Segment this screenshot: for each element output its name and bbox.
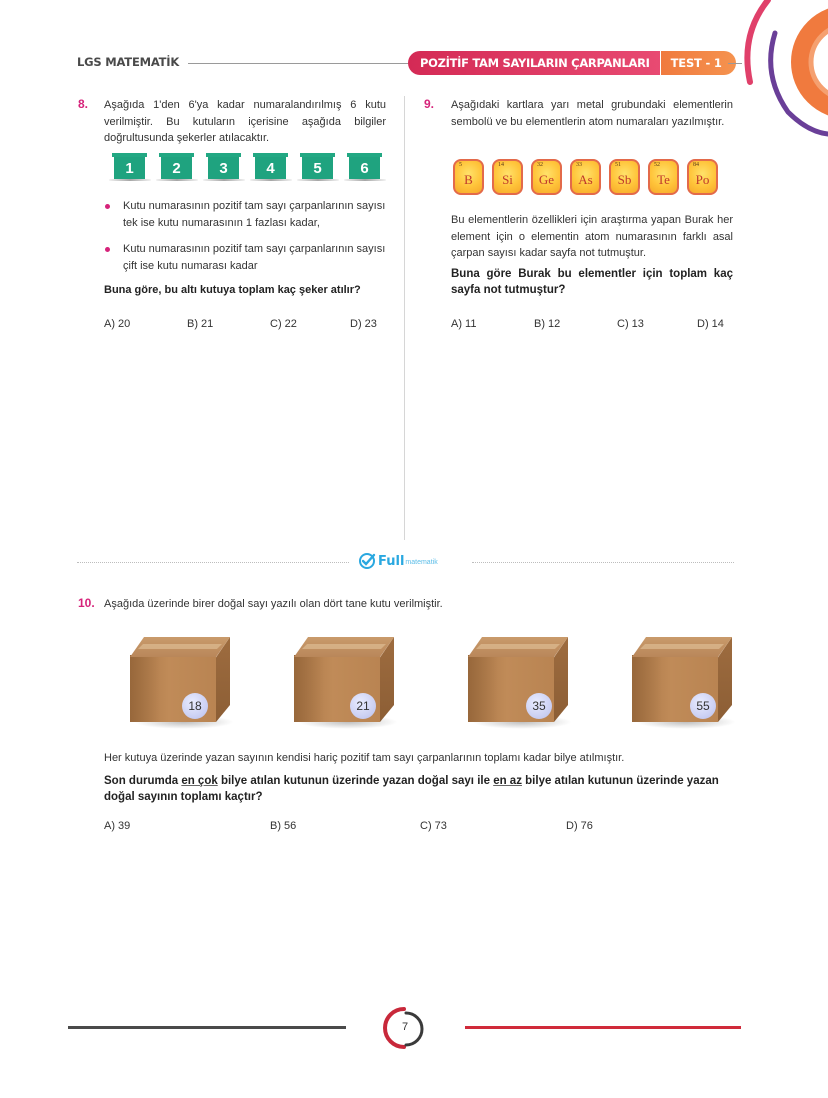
q8-rules <box>104 198 389 299</box>
topic-label: POZİTİF TAM SAYILARIN ÇARPANLARI <box>408 51 660 75</box>
logo-light-text: matematik <box>405 559 438 566</box>
question-number-9: 9. <box>424 97 435 111</box>
numbered-box: 4 <box>250 153 297 184</box>
q9-element-cards <box>453 159 718 195</box>
q9-body <box>451 212 733 299</box>
q9-options <box>451 316 733 332</box>
footer-rule-right <box>465 1026 741 1029</box>
q8-numbered-boxes <box>109 153 391 184</box>
numbered-box: 6 <box>344 153 391 184</box>
q10-option-a[interactable]: A) 39 <box>104 820 131 832</box>
q10-body <box>104 750 736 806</box>
q10-option-c[interactable]: C) 73 <box>420 820 447 832</box>
q9-option-d[interactable]: D) 14 <box>697 318 724 330</box>
q10-option-d[interactable]: D) 76 <box>566 820 593 832</box>
footer-rule-left <box>68 1026 346 1029</box>
element-card: 33 As <box>570 159 601 195</box>
section-separator-left <box>77 562 349 563</box>
q9-question: Buna göre Burak bu elementler için toplam kaç sayfa not tutmuştur? <box>451 267 733 296</box>
underline-least: en az <box>493 774 522 787</box>
element-card: 32 Ge <box>531 159 562 195</box>
page-number: 7 <box>401 1021 409 1033</box>
decorative-arcs-icon <box>728 0 828 140</box>
q10-description: Her kutuya üzerinde yazan sayının kendisi hariç pozitif tam sayı çarpanlarının toplamı kadar bilye atılmıştır. <box>104 752 625 764</box>
cardboard-box <box>294 637 404 737</box>
cardboard-box <box>468 637 578 737</box>
q9-intro: Aşağıdaki kartlara yarı metal grubundaki elementlerin sembolü ve bu elementlerin atom numaraları yazılmıştır. <box>451 99 733 128</box>
q10-option-b[interactable]: B) 56 <box>270 820 297 832</box>
q8-option-d[interactable]: D) 23 <box>350 318 377 330</box>
q9-option-c[interactable]: C) 13 <box>617 318 644 330</box>
check-circle-icon <box>358 552 376 570</box>
element-card: 5 B <box>453 159 484 195</box>
q8-options <box>104 316 389 332</box>
q8-rule-even: Kutu numarasının pozitif tam sayı çarpanlarının sayısı çift ise kutu numarası kadar <box>104 241 389 274</box>
question-9 <box>451 97 733 130</box>
q10-intro: Aşağıda üzerinde birer doğal sayı yazılı olan dört tane kutu verilmiştir. <box>104 598 443 610</box>
element-card: 52 Te <box>648 159 679 195</box>
box-number-label: 55 <box>690 693 716 719</box>
numbered-box: 2 <box>156 153 203 184</box>
test-label: TEST - 1 <box>660 51 736 75</box>
q8-rule-odd: Kutu numarasının pozitif tam sayı çarpanlarının sayısı tek ise kutu numarasının 1 fazlası kadar, <box>104 198 389 231</box>
brand-logo <box>358 552 438 570</box>
q9-option-a[interactable]: A) 11 <box>451 318 477 330</box>
q10-options <box>104 818 724 834</box>
q8-option-b[interactable]: B) 21 <box>187 318 214 330</box>
q8-question: Buna göre, bu altı kutuya toplam kaç şeker atılır? <box>104 284 361 296</box>
q8-option-c[interactable]: C) 22 <box>270 318 297 330</box>
question-8 <box>104 97 386 147</box>
box-number-label: 35 <box>526 693 552 719</box>
q9-description: Bu elementlerin özellikleri için araştırma yapan Burak her element için o elementin atom numarasının farklı asal çarpan sayısı kadar sayfa not tutmuştur. <box>451 214 733 259</box>
subject-title: LGS MATEMATİK <box>77 55 180 69</box>
question-number-8: 8. <box>78 97 89 111</box>
header-rule <box>188 63 410 64</box>
logo-bold-text: Full <box>378 553 405 569</box>
q10-question: Son durumda en çok bilye atılan kutunun üzerinde yazan doğal sayı ile en az bilye atılan kutunun üzerinde yazan doğal sayının toplamı kaçtır? <box>104 774 719 803</box>
numbered-box: 3 <box>203 153 250 184</box>
numbered-box: 1 <box>109 153 156 184</box>
cardboard-box <box>632 637 742 737</box>
element-card: 84 Po <box>687 159 718 195</box>
q8-option-a[interactable]: A) 20 <box>104 318 131 330</box>
topic-banner <box>408 51 736 75</box>
element-card: 14 Si <box>492 159 523 195</box>
page-number-badge <box>380 1005 430 1051</box>
element-card: 51 Sb <box>609 159 640 195</box>
box-number-label: 18 <box>182 693 208 719</box>
cardboard-box <box>130 637 240 737</box>
q8-intro: Aşağıda 1'den 6'ya kadar numaralandırılmış 6 kutu verilmiştir. Bu kutuların içerisine aşağıda bilgiler doğrultusunda şekerler atılacaktır. <box>104 99 386 144</box>
section-separator-right <box>472 562 734 563</box>
numbered-box: 5 <box>297 153 344 184</box>
underline-most: en çok <box>181 774 218 787</box>
column-divider <box>404 96 405 540</box>
box-number-label: 21 <box>350 693 376 719</box>
q9-option-b[interactable]: B) 12 <box>534 318 561 330</box>
question-number-10: 10. <box>78 596 95 610</box>
